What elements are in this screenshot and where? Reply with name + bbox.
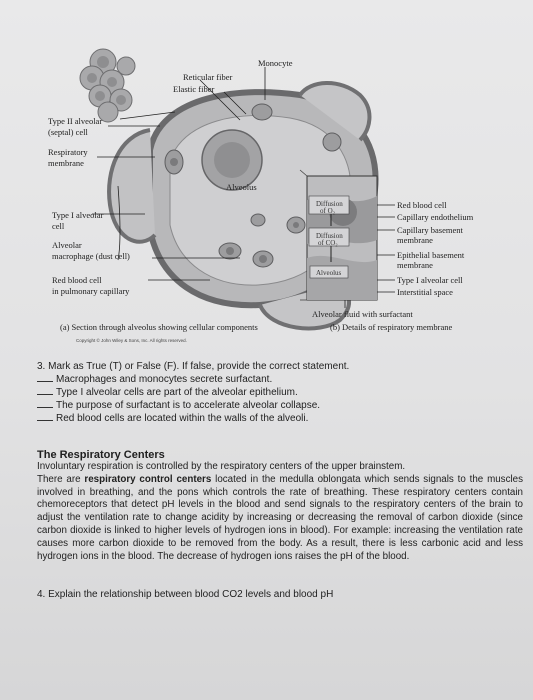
label-alveolar-fluid: Alveolar fluid with surfactant [312, 309, 413, 319]
worksheet-content [37, 360, 523, 601]
label-right-rbc: Red blood cell [397, 200, 447, 210]
answer-blank-4[interactable] [37, 412, 53, 421]
label-alveolus-small: Alveolus [316, 269, 342, 277]
label-resp-line2: membrane [48, 158, 84, 168]
label-reticular-fiber: Reticular fiber [183, 72, 233, 82]
label-resp-line1: Respiratory [48, 147, 88, 157]
answer-blank-1[interactable] [37, 373, 53, 382]
label-cap-basement-2: membrane [397, 235, 433, 245]
question-3-item-2: Type I alveolar cells are part of the alveolar epithelium. [37, 386, 523, 399]
label-type2-line2: (septal) cell [48, 127, 88, 137]
question-3-item-3: The purpose of surfactant is to accelerate alveolar collapse. [37, 399, 523, 412]
caption-a: (a) Section through alveolus showing cellular components [60, 322, 258, 332]
copyright-note: Copyright © John Wiley & Sons, Inc. All rights reserved. [76, 338, 187, 343]
label-right-type1: Type I alveolar cell [397, 275, 463, 285]
label-macro-line1: Alveolar [52, 240, 82, 250]
label-diffusion-co2-2: of CO₂ [318, 239, 338, 247]
label-cap-basement-1: Capillary basement [397, 225, 463, 235]
label-capillary-endothelium: Capillary endothelium [397, 212, 474, 222]
label-interstitial-space: Interstitial space [397, 287, 453, 297]
label-type1-line1: Type I alveolar [52, 210, 104, 220]
label-rbc-line1: Red blood cell [52, 275, 102, 285]
label-type2-line1: Type II alveolar [48, 116, 103, 126]
label-monocyte: Monocyte [258, 58, 293, 68]
label-epi-basement-2: membrane [397, 260, 433, 270]
answer-blank-2[interactable] [37, 386, 53, 395]
section-paragraph-2: There are respiratory control centers located in the medulla oblongata which sends signals to the muscles involved in breathing, and the pons which controls the rate of breathing. These respiratory centers contain chemoreceptors that detect pH levels in the blood and send signals to the respiratory centers of the brain to adjust the ventilation rate to change acidity by increasing or decreasing the removal of carbon dioxide (since carbon dioxide is linked to higher levels of hydrogen ions in blood). For example: increasing the ventilation rate causes more carbon dioxide to be removed from the body. As a result, there is less carbonic acid and less hydrogen ions in the blood. The decrease of hydrogen ions raises the pH of the blood. [37, 473, 523, 562]
label-diffusion-co2-1: Diffusion [316, 232, 343, 240]
bold-term: respiratory control centers [84, 473, 212, 485]
section-paragraph-1: Involuntary respiration is controlled by the respiratory centers of the upper brainstem. [37, 461, 406, 472]
question-3-prompt: 3. Mark as True (T) or False (F). If false, provide the correct statement. [37, 361, 350, 372]
question-4-prompt: 4. Explain the relationship between blood CO2 levels and blood pH [37, 589, 334, 601]
label-epi-basement-1: Epithelial basement [397, 250, 465, 260]
label-alveolus: Alveolus [226, 182, 257, 192]
section-heading: The Respiratory Centers [37, 449, 165, 461]
label-elastic-fiber: Elastic fiber [173, 84, 215, 94]
label-diffusion-o2-1: Diffusion [316, 200, 343, 208]
answer-blank-3[interactable] [37, 399, 53, 408]
question-3-item-4: Red blood cells are located within the walls of the alveoli. [37, 412, 523, 425]
label-diffusion-o2-2: of O₂ [320, 207, 336, 215]
caption-b: (b) Details of respiratory membrane [330, 322, 453, 332]
label-macro-line2: macrophage (dust cell) [52, 251, 130, 261]
label-rbc-line2: in pulmonary capillary [52, 286, 130, 296]
label-type1-line2: cell [52, 221, 65, 231]
question-3-item-1: Macrophages and monocytes secrete surfactant. [37, 373, 523, 386]
